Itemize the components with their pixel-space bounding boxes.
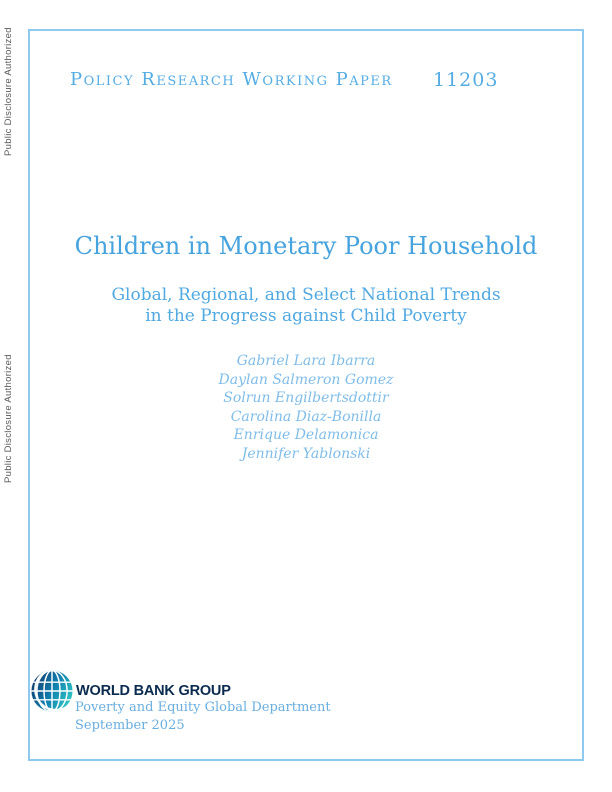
paper-number: 11203 — [433, 69, 499, 91]
author-name: Daylan Salmeron Gomez — [218, 371, 394, 388]
org-name: WORLD BANK GROUP — [76, 683, 231, 699]
world-bank-globe-icon — [31, 670, 73, 712]
page-subtitle — [28, 285, 584, 327]
author-name: Jennifer Yablonski — [241, 445, 371, 462]
author-name: Carolina Diaz-Bonilla — [230, 408, 382, 425]
department-name: Poverty and Equity Global Department — [75, 700, 331, 715]
subtitle-line-1: Global, Regional, and Select National Trends — [111, 285, 501, 305]
author-name: Enrique Delamonica — [233, 427, 379, 444]
author-name: Solrun Engilbertsdottir — [223, 390, 389, 407]
authors-list — [28, 352, 584, 464]
page-title: Children in Monetary Poor Household — [74, 232, 538, 260]
public-disclosure-watermark-top: Public Disclosure Authorized — [3, 27, 14, 156]
subtitle-line-2: in the Progress against Child Poverty — [145, 306, 467, 326]
author-name: Gabriel Lara Ibarra — [236, 353, 376, 369]
series-title: Policy Research Working Paper — [70, 69, 393, 90]
public-disclosure-watermark-middle: Public Disclosure Authorized — [3, 354, 14, 483]
publication-date: September 2025 — [75, 718, 185, 733]
